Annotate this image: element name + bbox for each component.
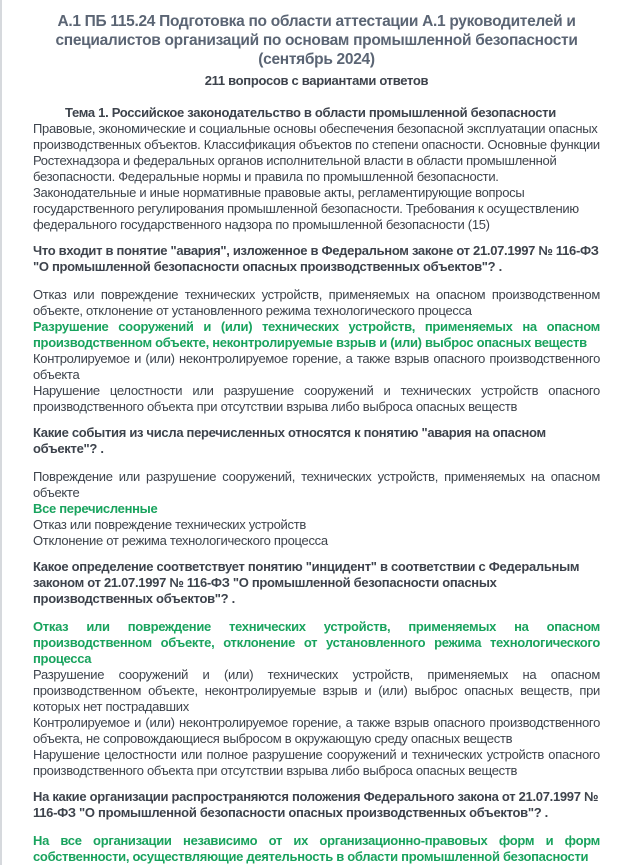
answer-option: Отказ или повреждение технических устройств — [33, 517, 306, 532]
topic-section — [33, 105, 600, 233]
answer-correct: Все перечисленные — [33, 501, 158, 516]
answer-list — [33, 287, 600, 415]
answer-correct: Разрушение сооружений и (или) технических устройств, применяемых на опасном производственном объекте, неконтролируемые взрыв и (или) выброс опасных веществ — [33, 319, 600, 350]
answer-option: Разрушение сооружений и (или) технических устройств, применяемых на опасном производственном объекте, неконтролируемые взрыв и (или) выброс опасных веществ, при которых нет пострадавших — [33, 667, 600, 714]
answer-list — [33, 619, 600, 779]
answer-option: Нарушение целостности или разрушение сооружений и технических устройств опасного производственного объекта при отсутствии взрыва либо выброса опасных веществ — [33, 383, 600, 414]
topic-paragraph — [33, 105, 600, 233]
question-list — [33, 243, 600, 865]
answer-option: Контролируемое и (или) неконтролируемое горение, а также взрыв опасного производственного объекта, не сопровождающиеся выбросом в окружающую среду опасных веществ — [33, 715, 600, 746]
question-text: На какие организации распространяются положения Федерального закона от 21.07.1997 № 116-ФЗ "О промышленной безопасности опасных производственных объектов"? . — [33, 789, 599, 820]
question-text: Какие события из числа перечисленных относятся к понятию "авария на опасном объекте"? . — [33, 425, 546, 456]
answer-list — [33, 833, 600, 865]
answer-option: Отказ или повреждение технических устройств, применяемых на опасном производственном объекте, отклонение от установленного режима технологического процесса — [33, 287, 600, 318]
answer-option: Нарушение целостности или полное разрушение сооружений и технических устройств опасного производственного объекта при отсутствии взрыва либо выброса опасных веществ — [33, 747, 600, 778]
answer-option: Контролируемое и (или) неконтролируемое горение, а также взрыв опасного производственного объекта — [33, 351, 600, 382]
answer-list — [33, 469, 600, 549]
page-title: А.1 ПБ 115.24 Подготовка по области аттестации А.1 руководителей и специалистов организаций по основам промышленной безопасности (сентябрь 2024) — [55, 13, 578, 68]
page-subtitle: 211 вопросов с вариантами ответов — [204, 73, 429, 88]
answer-correct: Отказ или повреждение технических устройств, применяемых на опасном производственном объекте, отклонение от установленного режима технологического процесса — [33, 619, 600, 666]
question-text: Какое определение соответствует понятию "инцидент" в соответствии с Федеральным законом от 21.07.1997 № 116-ФЗ "О промышленной безопасности опасных производственных объектов"? . — [33, 559, 580, 606]
question-text: Что входит в понятие "авария", изложенное в Федеральном законе от 21.07.1997 № 116-ФЗ "О промышленной безопасности опасных производственных объектов"? . — [33, 243, 599, 274]
topic-description: Правовые, экономические и социальные основы обеспечения безопасной эксплуатации опасных производственных объектов. Классификация объектов по степени опасности. Основные функции Ростехнадзора и федеральных органов исполнительной власти в области промышленной безопасности. Федеральные нормы и правила по промышленной безопасности. Законодательные и иные нормативные правовые акты, регламентирующие вопросы государственного регулирования промышленной безопасности. Требования к осуществлению федерального государственного надзора по промышленной безопасности (15) — [33, 121, 600, 232]
answer-option: Повреждение или разрушение сооружений, технических устройств, применяемых на опасном объекте — [33, 469, 600, 500]
answer-correct: На все организации независимо от их организационно-правовых форм и форм собственности, осуществляющие деятельность в области промышленной безопасности — [33, 833, 600, 864]
topic-heading: Тема 1. Российское законодательство в области промышленной безопасности — [65, 105, 556, 120]
answer-option: Отклонение от режима технологического процесса — [33, 533, 328, 548]
